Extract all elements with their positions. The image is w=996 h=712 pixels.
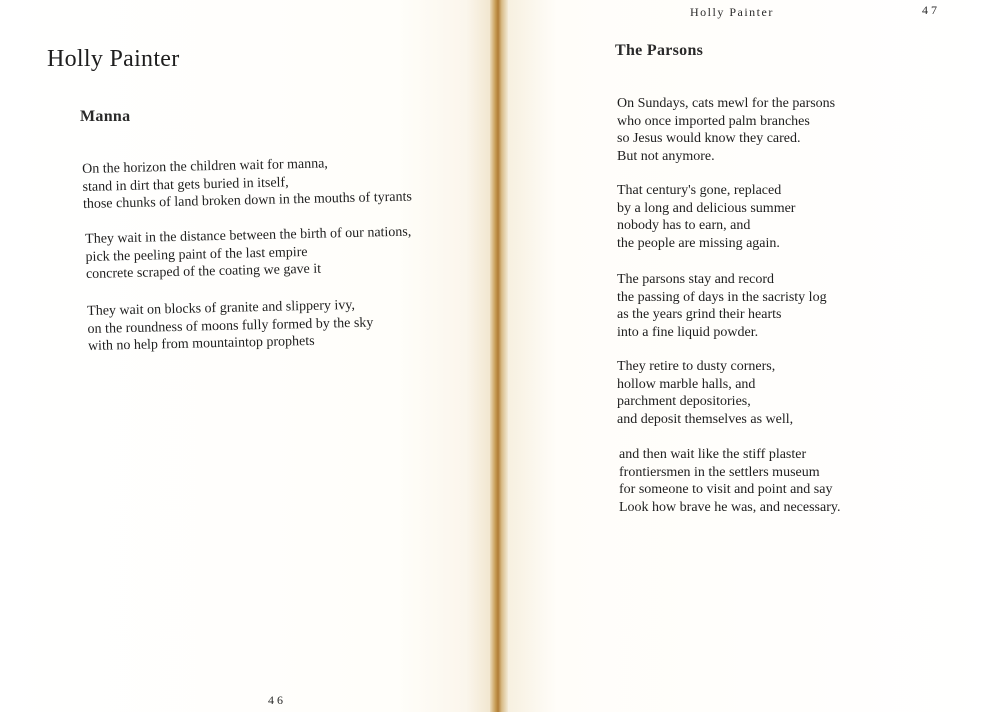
poem-line: Look how brave he was, and necessary. (619, 499, 841, 515)
poem-line: The parsons stay and record (617, 272, 775, 287)
parsons-stanza-4 (617, 358, 793, 428)
poem-line: on the roundness of moons fully formed by the sky (87, 315, 374, 337)
poem-line: and deposit themselves as well, (617, 411, 794, 427)
parsons-stanza-5 (619, 446, 840, 516)
page-number-left: 46 (268, 693, 286, 707)
parsons-stanza-3 (617, 271, 827, 341)
book-gutter (490, 0, 508, 712)
manna-stanza-2 (85, 224, 412, 284)
poem-line: But not anymore. (617, 148, 715, 164)
poem-title-manna: Manna (80, 108, 131, 125)
poem-line: and then wait like the stiff plaster (619, 447, 807, 462)
poem-line: They wait in the distance between the birth of our nations, (85, 224, 412, 247)
poem-line: parchment depositories, (617, 394, 751, 409)
poem-line: by a long and delicious summer (617, 200, 796, 216)
parsons-stanza-2 (617, 182, 795, 252)
poem-line: as the years grind their hearts (617, 307, 782, 322)
poem-line: stand in dirt that gets buried in itself, (82, 174, 289, 195)
poem-line: the passing of days in the sacristy log (617, 289, 827, 305)
poem-line: those chunks of land broken down in the mouths of tyrants (82, 189, 413, 212)
poem-line: That century's gone, replaced (617, 183, 782, 198)
poem-line: the people are missing again. (617, 235, 780, 251)
parsons-stanza-1 (617, 95, 835, 165)
poem-line: frontiersmen in the settlers museum (619, 464, 820, 480)
running-head: Holly Painter (690, 5, 774, 19)
poem-line: concrete scraped of the coating we gave it (85, 261, 322, 282)
poem-line: with no help from mountaintop prophets (87, 333, 315, 354)
poem-line: They retire to dusty corners, (617, 359, 776, 374)
poem-line: pick the peeling paint of the last empire (85, 244, 308, 265)
left-page (0, 0, 496, 712)
poem-line: into a fine liquid powder. (617, 324, 759, 340)
manna-stanza-1 (82, 154, 412, 214)
poem-line: On Sundays, cats mewl for the parsons (617, 96, 836, 111)
poem-line: who once imported palm branches (617, 113, 810, 129)
manna-stanza-3 (87, 297, 374, 356)
author-title: Holly Painter (47, 46, 180, 72)
poem-line: nobody has to earn, and (617, 218, 751, 233)
poem-title-parsons: The Parsons (615, 42, 704, 59)
poem-line: so Jesus would know they cared. (617, 131, 801, 146)
poem-line: for someone to visit and point and say (619, 482, 833, 497)
poem-line: hollow marble halls, and (617, 376, 756, 392)
page-number-right: 47 (922, 3, 940, 17)
poem-line: On the horizon the children wait for manna, (82, 156, 329, 177)
poem-line: They wait on blocks of granite and slippery ivy, (87, 297, 356, 319)
